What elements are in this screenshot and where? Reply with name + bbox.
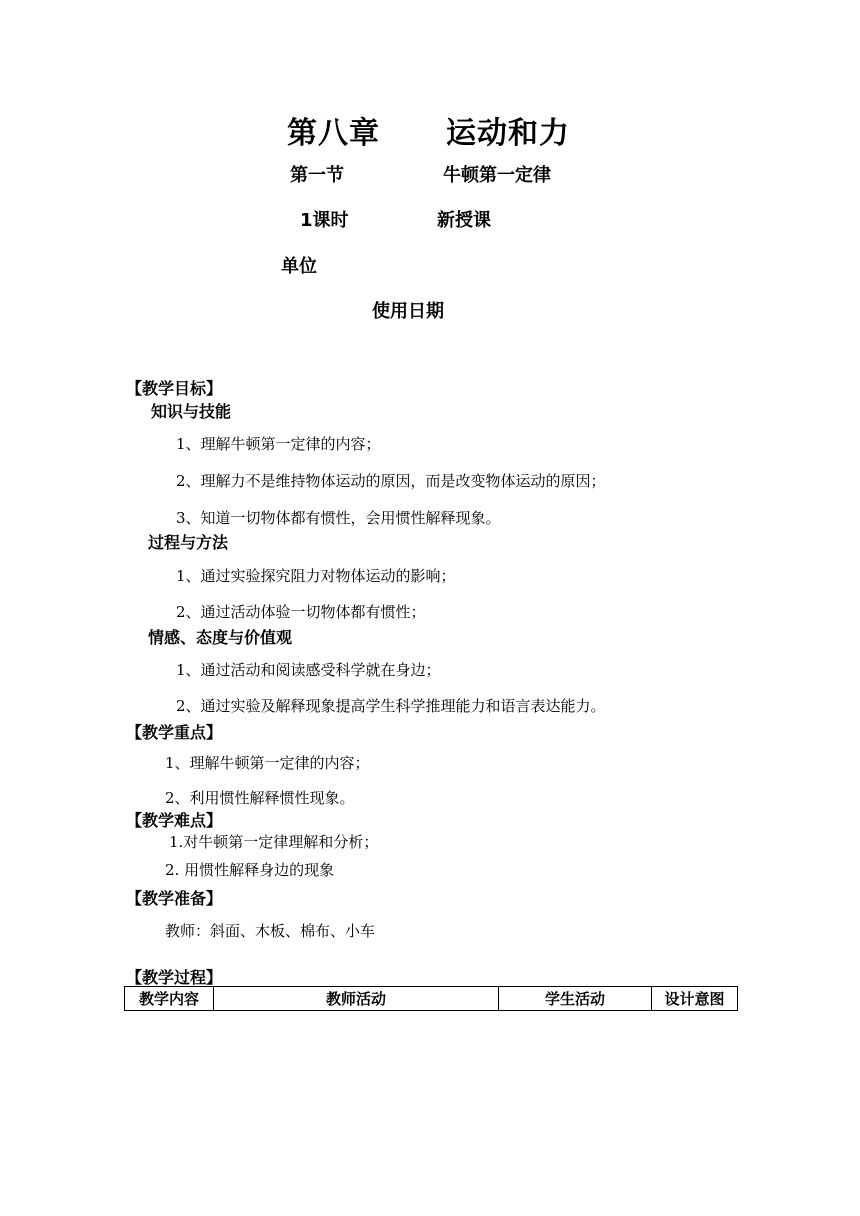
key-point-item: 1、理解牛顿第一定律的内容； (165, 754, 370, 772)
attitude-values-title: 情感、态度与价值观 (148, 628, 293, 647)
process-item: 2、通过活动体验一切物体都有惯性； (176, 603, 426, 621)
table-header-row (125, 987, 738, 1011)
lesson-hours: 1课时 (300, 210, 349, 231)
process-method-title: 过程与方法 (148, 533, 229, 552)
date-label: 使用日期 (372, 301, 444, 322)
procedure-heading: 【教学过程】 (126, 968, 223, 987)
key-points-heading: 【教学重点】 (126, 723, 223, 742)
difficulty-item: 1.对牛顿第一定律理解和分析； (169, 833, 379, 851)
column-header-teacher: 教师活动 (214, 987, 499, 1011)
knowledge-item: 1、理解牛顿第一定律的内容； (176, 435, 381, 453)
section-number: 第一节 (290, 165, 344, 186)
goals-heading: 【教学目标】 (126, 379, 223, 398)
knowledge-skills-title: 知识与技能 (151, 402, 232, 421)
column-header-content: 教学内容 (125, 987, 214, 1011)
unit-label: 单位 (281, 256, 317, 277)
chapter-number: 第八章 (287, 116, 380, 151)
process-item: 1、通过实验探究阻力对物体运动的影响； (176, 567, 456, 585)
preparation-text: 教师：斜面、木板、棉布、小车 (165, 922, 376, 940)
lesson-type: 新授课 (437, 210, 491, 231)
difficulty-item: 2. 用惯性解释身边的现象 (165, 861, 335, 879)
section-title: 牛顿第一定律 (443, 165, 551, 186)
key-point-item: 2、利用惯性解释惯性现象。 (165, 789, 355, 807)
column-header-intent: 设计意图 (652, 987, 738, 1011)
preparation-heading: 【教学准备】 (126, 889, 223, 908)
knowledge-item: 2、理解力不是维持物体运动的原因，而是改变物体运动的原因； (176, 472, 606, 490)
attitude-item: 1、通过活动和阅读感受科学就在身边； (176, 661, 441, 679)
column-header-student: 学生活动 (499, 987, 652, 1011)
knowledge-item: 3、知道一切物体都有惯性，会用惯性解释现象。 (176, 509, 501, 527)
chapter-title: 运动和力 (446, 116, 570, 151)
attitude-item: 2、通过实验及解释现象提高学生科学推理能力和语言表达能力。 (176, 697, 606, 715)
difficulties-heading: 【教学难点】 (126, 811, 223, 830)
procedure-table (124, 986, 738, 1011)
